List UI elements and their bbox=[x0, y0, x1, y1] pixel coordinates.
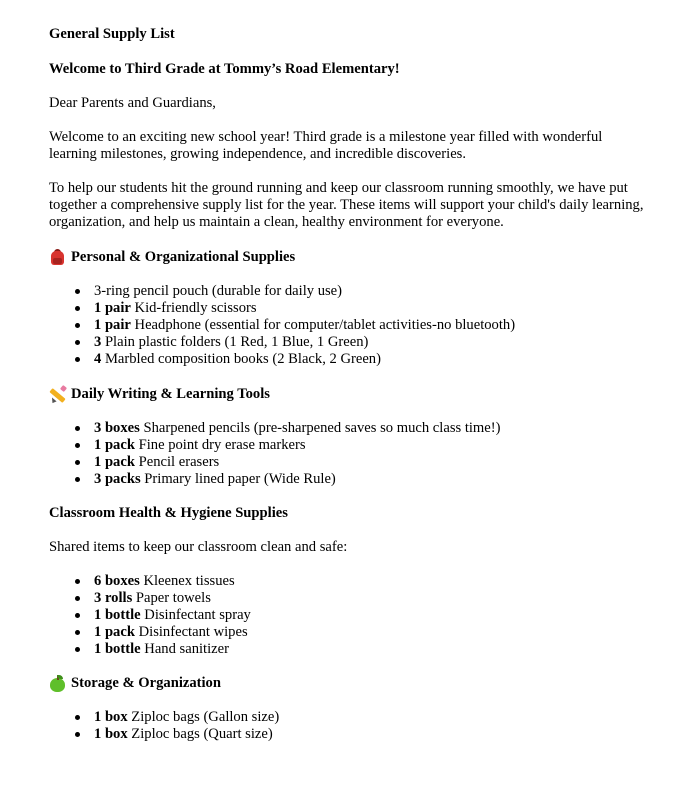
welcome-heading: Welcome to Third Grade at Tommy’s Road Elementary! bbox=[49, 61, 400, 77]
list-item: 3 rolls Paper towels bbox=[94, 590, 653, 607]
hygiene-intro: Shared items to keep our classroom clean and safe: bbox=[49, 539, 348, 555]
document-title: General Supply List bbox=[49, 26, 175, 42]
list-item: 1 pack Fine point dry erase markers bbox=[94, 437, 653, 454]
list-item: 1 pack Disinfectant wipes bbox=[94, 624, 653, 641]
list-item: 1 box Ziploc bags (Gallon size) bbox=[94, 709, 653, 726]
section-heading-writing bbox=[49, 386, 653, 403]
list-item: 3 Plain plastic folders (1 Red, 1 Blue, 1 Green) bbox=[94, 334, 653, 351]
section-heading-hygiene bbox=[49, 505, 653, 522]
list-item: 4 Marbled composition books (2 Black, 2 Green) bbox=[94, 351, 653, 368]
list-item: 1 box Ziploc bags (Quart size) bbox=[94, 726, 653, 743]
section-heading-label: Daily Writing & Learning Tools bbox=[71, 386, 270, 402]
pencil-icon bbox=[49, 386, 66, 403]
supply-list-personal bbox=[49, 283, 653, 368]
list-item: 1 pair Kid-friendly scissors bbox=[94, 300, 653, 317]
apple-icon bbox=[49, 675, 66, 692]
list-item: 3 boxes Sharpened pencils (pre-sharpened saves so much class time!) bbox=[94, 420, 653, 437]
supply-list-storage bbox=[49, 709, 653, 743]
list-item: 6 boxes Kleenex tissues bbox=[94, 573, 653, 590]
section-heading-label: Personal & Organizational Supplies bbox=[71, 249, 296, 265]
supply-list-writing bbox=[49, 420, 653, 488]
backpack-icon bbox=[49, 249, 66, 266]
salutation: Dear Parents and Guardians, bbox=[49, 95, 216, 111]
list-item: 3 packs Primary lined paper (Wide Rule) bbox=[94, 471, 653, 488]
section-heading-personal bbox=[49, 249, 653, 266]
list-item: 1 bottle Disinfectant spray bbox=[94, 607, 653, 624]
list-item: 1 pack Pencil erasers bbox=[94, 454, 653, 471]
section-heading-storage bbox=[49, 675, 653, 692]
section-heading-label: Classroom Health & Hygiene Supplies bbox=[49, 505, 288, 521]
list-item: 1 pair Headphone (essential for computer/tablet activities-no bluetooth) bbox=[94, 317, 653, 334]
supply-list-hygiene bbox=[49, 573, 653, 658]
list-item: 3-ring pencil pouch (durable for daily use) bbox=[94, 283, 653, 300]
intro-paragraph-2: To help our students hit the ground running and keep our classroom running smoothly, we have put together a comprehensive supply list for the year. These items will support your child's daily learning, organization, and help us maintain a clean, healthy environment for everyone. bbox=[49, 180, 644, 230]
section-heading-label: Storage & Organization bbox=[71, 675, 221, 691]
intro-paragraph-1: Welcome to an exciting new school year! Third grade is a milestone year filled with wonderful learning milestones, growing independence, and incredible discoveries. bbox=[49, 129, 603, 162]
list-item: 1 bottle Hand sanitizer bbox=[94, 641, 653, 658]
